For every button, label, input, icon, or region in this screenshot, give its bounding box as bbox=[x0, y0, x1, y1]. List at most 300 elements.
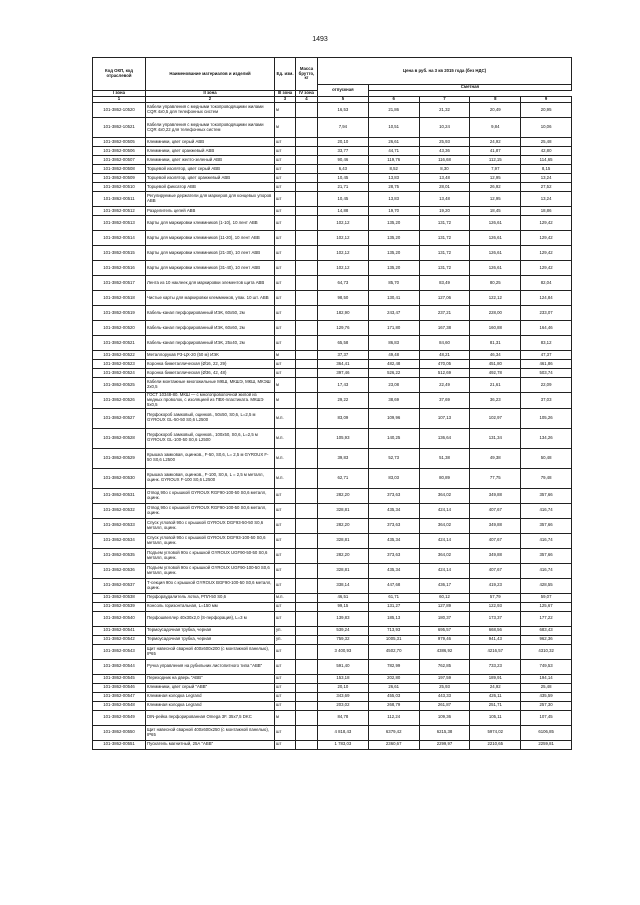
cell-mass bbox=[296, 306, 318, 321]
table-row bbox=[93, 644, 572, 659]
table-row bbox=[93, 378, 572, 393]
table-row bbox=[93, 448, 572, 468]
cell-zone-3-price: 12,95 bbox=[470, 192, 521, 207]
table-row bbox=[93, 103, 572, 118]
cell-zone-3-price: 24,92 bbox=[470, 683, 521, 692]
cell-unit: м bbox=[275, 351, 296, 360]
cell-release-price: 759,32 bbox=[318, 635, 369, 644]
cell-code: 101-3862-00516 bbox=[93, 261, 146, 276]
table-row bbox=[93, 533, 572, 548]
cell-name: Подъем угловой 90о с крышкой GYROUX UGF90-100-50 S0,6 металл, оцинк. bbox=[146, 563, 275, 578]
table-row bbox=[93, 165, 572, 174]
table-row bbox=[93, 701, 572, 710]
cell-zone-1-price: 526,22 bbox=[368, 369, 419, 378]
table-row bbox=[93, 207, 572, 216]
cell-release-price: 21,71 bbox=[318, 183, 369, 192]
cell-release-price: 1 783,03 bbox=[318, 740, 369, 749]
cell-code: 101-3862-00533 bbox=[93, 518, 146, 533]
cell-code: 101-3862-00519 bbox=[93, 306, 146, 321]
cell-zone-2-price: 116,68 bbox=[419, 156, 470, 165]
header-code: Код ОКП, код отраслевой bbox=[93, 58, 146, 91]
cell-zone-3-price: 18,45 bbox=[470, 207, 521, 216]
cell-zone-3-price: 251,71 bbox=[470, 701, 521, 710]
cell-code: 101-3862-00547 bbox=[93, 692, 146, 701]
price-table bbox=[92, 57, 572, 750]
cell-code: 101-3862-00517 bbox=[93, 276, 146, 291]
cell-unit: шт bbox=[275, 165, 296, 174]
cell-zone-2-price: 109,36 bbox=[419, 710, 470, 725]
cell-release-price: 153,18 bbox=[318, 674, 369, 683]
table-row bbox=[93, 336, 572, 351]
cell-zone-1-price: 49,48 bbox=[368, 351, 419, 360]
cell-mass bbox=[296, 378, 318, 393]
cell-zone-3-price: 173,37 bbox=[470, 611, 521, 626]
cell-zone-1-price: 61,71 bbox=[368, 593, 419, 602]
cell-zone-1-price: 447,68 bbox=[368, 578, 419, 593]
cell-zone-2-price: 37,69 bbox=[419, 393, 470, 409]
cell-code: 101-3862-00507 bbox=[93, 156, 146, 165]
cell-zone-3-price: 407,67 bbox=[470, 563, 521, 578]
cell-zone-4-price: 79,48 bbox=[521, 468, 572, 488]
cell-zone-3-price: 122,12 bbox=[470, 291, 521, 306]
cell-code: 101-3862-00546 bbox=[93, 683, 146, 692]
cell-code: 101-3862-00550 bbox=[93, 725, 146, 740]
cell-mass bbox=[296, 593, 318, 602]
cell-zone-2-price: 2299,97 bbox=[419, 740, 470, 749]
cell-unit: шт bbox=[275, 644, 296, 659]
cell-unit: шт bbox=[275, 231, 296, 246]
cell-code: 101-3862-00510 bbox=[93, 183, 146, 192]
cell-code: 101-3862-10521 bbox=[93, 118, 146, 138]
table-row bbox=[93, 156, 572, 165]
cell-code: 101-3862-00531 bbox=[93, 488, 146, 503]
header-zone-2: II зона bbox=[146, 91, 275, 97]
cell-release-price: 99,15 bbox=[318, 602, 369, 611]
table-row bbox=[93, 118, 572, 138]
cell-zone-4-price: 50,48 bbox=[521, 448, 572, 468]
cell-code: 101-3862-10520 bbox=[93, 103, 146, 118]
cell-release-price: 64,73 bbox=[318, 276, 369, 291]
header-zone-1: I зона bbox=[93, 91, 146, 97]
cell-name: Ручка управления на рубильник листопитного типа "АВВ" bbox=[146, 659, 275, 674]
cell-unit: м.п. bbox=[275, 448, 296, 468]
cell-name: Карты для маркировки клеммников (1-10), 10 лент АВВ bbox=[146, 216, 275, 231]
cell-name: Переходник на дверь "АВВ" bbox=[146, 674, 275, 683]
table-row bbox=[93, 408, 572, 428]
cell-zone-4-price: 461,86 bbox=[521, 360, 572, 369]
cell-name: Отвод 90о с крышкой GYROUX RGF90-100-50 S0,6 металл, оцинк. bbox=[146, 503, 275, 518]
cell-zone-4-price: 10,06 bbox=[521, 118, 572, 138]
cell-mass bbox=[296, 635, 318, 644]
cell-mass bbox=[296, 147, 318, 156]
cell-zone-3-price: 105,11 bbox=[470, 710, 521, 725]
cell-unit: м.п. bbox=[275, 593, 296, 602]
cell-zone-1-price: 135,20 bbox=[368, 261, 419, 276]
cell-unit: шт bbox=[275, 147, 296, 156]
cell-unit: шт bbox=[275, 174, 296, 183]
cell-zone-4-price: 125,67 bbox=[521, 602, 572, 611]
cell-name: Подъем угловой 90о с крышкой GYROUX UGF90-50-50 S0,6 металл, оцинк. bbox=[146, 548, 275, 563]
table-row bbox=[93, 518, 572, 533]
cell-unit: шт bbox=[275, 216, 296, 231]
cell-mass bbox=[296, 351, 318, 360]
cell-code: 101-3862-00509 bbox=[93, 174, 146, 183]
cell-zone-2-price: 107,13 bbox=[419, 408, 470, 428]
cell-zone-4-price: 83,12 bbox=[521, 336, 572, 351]
cell-name: Клеммная колодка Legrand bbox=[146, 692, 275, 701]
cell-zone-4-price: 25,48 bbox=[521, 683, 572, 692]
cell-unit: шт bbox=[275, 683, 296, 692]
cell-zone-2-price: 131,72 bbox=[419, 231, 470, 246]
cell-zone-3-price: 102,97 bbox=[470, 408, 521, 428]
column-number: 1 bbox=[93, 97, 146, 103]
cell-zone-4-price: 8,15 bbox=[521, 165, 572, 174]
cell-mass bbox=[296, 118, 318, 138]
cell-zone-2-price: 364,02 bbox=[419, 548, 470, 563]
cell-zone-3-price: 20,49 bbox=[470, 103, 521, 118]
cell-zone-2-price: 424,14 bbox=[419, 533, 470, 548]
cell-code: 101-3862-00505 bbox=[93, 138, 146, 147]
cell-release-price: 591,40 bbox=[318, 659, 369, 674]
table-row bbox=[93, 593, 572, 602]
cell-name: Термоусадочная трубка, черная bbox=[146, 635, 275, 644]
cell-zone-4-price: 233,07 bbox=[521, 306, 572, 321]
cell-name: Пускатель магнитный, 25А "АВВ" bbox=[146, 740, 275, 749]
cell-zone-4-price: 42,80 bbox=[521, 147, 572, 156]
cell-zone-4-price: 124,84 bbox=[521, 291, 572, 306]
cell-mass bbox=[296, 626, 318, 635]
cell-zone-4-price: 428,55 bbox=[521, 578, 572, 593]
cell-mass bbox=[296, 207, 318, 216]
cell-mass bbox=[296, 408, 318, 428]
cell-name: Перфокороб замковый, оцинков., 100х50, S0,6, L=2,5 м GYROUX GL-100-50 S0,6 L2500 bbox=[146, 428, 275, 448]
cell-unit: м.п. bbox=[275, 428, 296, 448]
cell-name: Термоусадочная трубка, черная bbox=[146, 626, 275, 635]
cell-unit: шт bbox=[275, 533, 296, 548]
cell-zone-1-price: 135,20 bbox=[368, 246, 419, 261]
cell-zone-2-price: 13,48 bbox=[419, 174, 470, 183]
cell-code: 101-3862-00511 bbox=[93, 192, 146, 207]
cell-release-price: 20,10 bbox=[318, 138, 369, 147]
cell-mass bbox=[296, 468, 318, 488]
cell-mass bbox=[296, 602, 318, 611]
table-row bbox=[93, 548, 572, 563]
cell-unit: шт bbox=[275, 138, 296, 147]
cell-release-price: 105,93 bbox=[318, 428, 369, 448]
cell-release-price: 65,58 bbox=[318, 336, 369, 351]
cell-code: 101-3862-00543 bbox=[93, 644, 146, 659]
cell-zone-3-price: 941,43 bbox=[470, 635, 521, 644]
cell-name: Лента из 10 наклеек для маркировки элементов щита АВВ bbox=[146, 276, 275, 291]
cell-mass bbox=[296, 231, 318, 246]
cell-zone-3-price: 228,00 bbox=[470, 306, 521, 321]
cell-mass bbox=[296, 578, 318, 593]
cell-unit: шт bbox=[275, 563, 296, 578]
cell-release-price: 102,12 bbox=[318, 231, 369, 246]
cell-mass bbox=[296, 548, 318, 563]
cell-mass bbox=[296, 246, 318, 261]
cell-unit: шт bbox=[275, 276, 296, 291]
cell-zone-1-price: 2360,67 bbox=[368, 740, 419, 749]
table-row bbox=[93, 291, 572, 306]
cell-name: Отвод 90о с крышкой GYROUX RGF90-100-50 S0,6 металл, оцинк. bbox=[146, 488, 275, 503]
cell-mass bbox=[296, 291, 318, 306]
cell-zone-3-price: 349,88 bbox=[470, 488, 521, 503]
cell-zone-2-price: 80,89 bbox=[419, 468, 470, 488]
column-number: 3 bbox=[275, 97, 296, 103]
cell-zone-2-price: 10,24 bbox=[419, 118, 470, 138]
cell-name: Разделитель цепей АВВ bbox=[146, 207, 275, 216]
cell-unit: м.п. bbox=[275, 468, 296, 488]
cell-zone-2-price: 443,33 bbox=[419, 692, 470, 701]
table-row bbox=[93, 740, 572, 749]
cell-zone-2-price: 424,14 bbox=[419, 563, 470, 578]
cell-code: 101-3862-00521 bbox=[93, 336, 146, 351]
cell-unit: шт bbox=[275, 261, 296, 276]
cell-name: Консоль горизонтальная, L=150 мм bbox=[146, 602, 275, 611]
cell-name: Коронка биметаллическая (Ø36, 42, 48) bbox=[146, 369, 275, 378]
cell-name: Карты для маркировки клеммников (11-20), 10 лент АВВ bbox=[146, 231, 275, 246]
cell-zone-1-price: 8,52 bbox=[368, 165, 419, 174]
cell-zone-3-price: 7,97 bbox=[470, 165, 521, 174]
cell-name: Клеммники, цвет серый "АВВ" bbox=[146, 683, 275, 692]
cell-zone-3-price: 126,61 bbox=[470, 231, 521, 246]
cell-code: 101-3862-00542 bbox=[93, 635, 146, 644]
cell-zone-3-price: 21,61 bbox=[470, 378, 521, 393]
cell-release-price: 539,24 bbox=[318, 626, 369, 635]
cell-code: 101-3862-00530 bbox=[93, 468, 146, 488]
cell-zone-4-price: 105,26 bbox=[521, 408, 572, 428]
cell-release-price: 46,51 bbox=[318, 593, 369, 602]
cell-code: 101-3862-00522 bbox=[93, 351, 146, 360]
cell-name: Кабель-канал перфорированный ИЭК, 60х60, 2м bbox=[146, 321, 275, 336]
cell-zone-2-price: 6215,38 bbox=[419, 725, 470, 740]
cell-zone-1-price: 482,48 bbox=[368, 360, 419, 369]
cell-zone-3-price: 57,79 bbox=[470, 593, 521, 602]
header-zone-3: III зона bbox=[275, 91, 296, 97]
cell-zone-1-price: 26,61 bbox=[368, 683, 419, 692]
cell-zone-2-price: 197,59 bbox=[419, 674, 470, 683]
cell-zone-2-price: 167,38 bbox=[419, 321, 470, 336]
cell-code: 101-3862-00535 bbox=[93, 548, 146, 563]
cell-zone-1-price: 6379,42 bbox=[368, 725, 419, 740]
cell-zone-3-price: 131,34 bbox=[470, 428, 521, 448]
cell-zone-2-price: 180,37 bbox=[419, 611, 470, 626]
cell-mass bbox=[296, 674, 318, 683]
cell-zone-4-price: 683,43 bbox=[521, 626, 572, 635]
cell-zone-4-price: 357,66 bbox=[521, 488, 572, 503]
cell-zone-1-price: 44,71 bbox=[368, 147, 419, 156]
cell-code: 101-3862-00515 bbox=[93, 246, 146, 261]
cell-zone-4-price: 107,45 bbox=[521, 710, 572, 725]
column-number: 9 bbox=[521, 97, 572, 103]
cell-unit: м bbox=[275, 103, 296, 118]
cell-zone-1-price: 38,69 bbox=[368, 393, 419, 409]
cell-name: Регулируемые держатели для маркеров для концевых упоров АВВ bbox=[146, 192, 275, 207]
cell-name: Торцевой фиксатор АВВ bbox=[146, 183, 275, 192]
cell-zone-4-price: 194,14 bbox=[521, 674, 572, 683]
cell-zone-3-price: 12,95 bbox=[470, 174, 521, 183]
cell-unit: шт bbox=[275, 725, 296, 740]
cell-zone-4-price: 129,42 bbox=[521, 246, 572, 261]
cell-zone-3-price: 81,31 bbox=[470, 336, 521, 351]
cell-mass bbox=[296, 369, 318, 378]
cell-zone-4-price: 59,07 bbox=[521, 593, 572, 602]
cell-zone-1-price: 112,24 bbox=[368, 710, 419, 725]
cell-release-price: 328,81 bbox=[318, 563, 369, 578]
cell-zone-3-price: 407,67 bbox=[470, 503, 521, 518]
cell-mass bbox=[296, 710, 318, 725]
cell-mass bbox=[296, 276, 318, 291]
cell-zone-1-price: 135,20 bbox=[368, 216, 419, 231]
cell-zone-1-price: 109,96 bbox=[368, 408, 419, 428]
cell-zone-3-price: 126,61 bbox=[470, 216, 521, 231]
table-row bbox=[93, 725, 572, 740]
cell-zone-3-price: 77,75 bbox=[470, 468, 521, 488]
cell-mass bbox=[296, 165, 318, 174]
cell-zone-2-price: 19,20 bbox=[419, 207, 470, 216]
cell-zone-1-price: 13,83 bbox=[368, 174, 419, 183]
cell-zone-1-price: 268,79 bbox=[368, 701, 419, 710]
cell-release-price: 10,45 bbox=[318, 192, 369, 207]
cell-mass bbox=[296, 360, 318, 369]
cell-zone-2-price: 43,36 bbox=[419, 147, 470, 156]
table-row bbox=[93, 611, 572, 626]
cell-zone-4-price: 416,74 bbox=[521, 563, 572, 578]
cell-code: 101-3862-00532 bbox=[93, 503, 146, 518]
table-row bbox=[93, 602, 572, 611]
cell-unit: шт bbox=[275, 740, 296, 749]
cell-release-price: 14,88 bbox=[318, 207, 369, 216]
cell-name: Кабели монтажные многожильные МКШ, МКШЭ, МКШ, МКЭШ 2х0,5 bbox=[146, 378, 275, 393]
cell-code: 101-3862-00525 bbox=[93, 378, 146, 393]
table-row bbox=[93, 174, 572, 183]
cell-release-price: 364,41 bbox=[318, 360, 369, 369]
page-number: 1493 bbox=[312, 36, 328, 43]
cell-unit: шт bbox=[275, 246, 296, 261]
cell-code: 101-3862-00551 bbox=[93, 740, 146, 749]
cell-zone-3-price: 122,93 bbox=[470, 602, 521, 611]
cell-zone-4-price: 416,74 bbox=[521, 533, 572, 548]
cell-zone-4-price: 435,59 bbox=[521, 692, 572, 701]
cell-release-price: 16,53 bbox=[318, 103, 369, 118]
cell-mass bbox=[296, 503, 318, 518]
cell-unit: шт bbox=[275, 602, 296, 611]
cell-name: Крышка замковая, оцинков., F-50, S0,6, L= 2,5 м GYROUX F-50 S0,6 L2500 bbox=[146, 448, 275, 468]
cell-zone-2-price: 25,93 bbox=[419, 138, 470, 147]
table-row bbox=[93, 276, 572, 291]
cell-release-price: 29,22 bbox=[318, 393, 369, 409]
cell-zone-2-price: 25,93 bbox=[419, 683, 470, 692]
cell-zone-3-price: 733,23 bbox=[470, 659, 521, 674]
cell-name: ГОСТ 10348-80. МКШ — с многопроволочной жилой из медных проволок, с изоляцией из ПВХ-пластиката. МКШЭ 5х0,5 bbox=[146, 393, 275, 409]
cell-zone-1-price: 26,61 bbox=[368, 138, 419, 147]
cell-name: Карты для маркировки клеммников (21-30), 10 лент АВВ bbox=[146, 246, 275, 261]
cell-zone-3-price: 426,11 bbox=[470, 692, 521, 701]
cell-mass bbox=[296, 683, 318, 692]
cell-zone-3-price: 80,25 bbox=[470, 276, 521, 291]
cell-mass bbox=[296, 644, 318, 659]
cell-release-price: 37,37 bbox=[318, 351, 369, 360]
cell-zone-1-price: 713,93 bbox=[368, 626, 419, 635]
cell-zone-4-price: 25,48 bbox=[521, 138, 572, 147]
cell-code: 101-3862-00545 bbox=[93, 674, 146, 683]
cell-code: 101-3862-00539 bbox=[93, 602, 146, 611]
cell-unit: шт bbox=[275, 207, 296, 216]
cell-zone-4-price: 749,53 bbox=[521, 659, 572, 674]
cell-mass bbox=[296, 336, 318, 351]
cell-zone-3-price: 46,34 bbox=[470, 351, 521, 360]
cell-zone-1-price: 435,34 bbox=[368, 563, 419, 578]
cell-zone-1-price: 131,27 bbox=[368, 602, 419, 611]
cell-zone-1-price: 4502,70 bbox=[368, 644, 419, 659]
cell-mass bbox=[296, 261, 318, 276]
cell-unit: шт bbox=[275, 306, 296, 321]
cell-name: Перфошвеллер 40х30х2,0 (S-перфорация), L=3 м bbox=[146, 611, 275, 626]
cell-release-price: 328,81 bbox=[318, 503, 369, 518]
cell-release-price: 7,94 bbox=[318, 118, 369, 138]
cell-code: 101-3862-00506 bbox=[93, 147, 146, 156]
table-row bbox=[93, 393, 572, 409]
cell-zone-2-price: 131,72 bbox=[419, 261, 470, 276]
cell-mass bbox=[296, 533, 318, 548]
cell-unit: шт bbox=[275, 156, 296, 165]
cell-name: Т-секция 90о с крышкой GYROUX BGF90-100-50 S0,6 металл, оцинк. bbox=[146, 578, 275, 593]
cell-zone-3-price: 419,23 bbox=[470, 578, 521, 593]
table-row bbox=[93, 626, 572, 635]
cell-zone-4-price: 129,42 bbox=[521, 216, 572, 231]
cell-mass bbox=[296, 692, 318, 701]
cell-zone-4-price: 13,24 bbox=[521, 174, 572, 183]
cell-zone-1-price: 86,83 bbox=[368, 336, 419, 351]
cell-mass bbox=[296, 103, 318, 118]
cell-name: Торцевой изолятор, цвет оранжевый АВВ bbox=[146, 174, 275, 183]
cell-zone-2-price: 695,57 bbox=[419, 626, 470, 635]
cell-zone-3-price: 36,23 bbox=[470, 393, 521, 409]
cell-zone-2-price: 13,48 bbox=[419, 192, 470, 207]
cell-zone-4-price: 503,74 bbox=[521, 369, 572, 378]
cell-unit: шт bbox=[275, 611, 296, 626]
cell-zone-1-price: 130,41 bbox=[368, 291, 419, 306]
cell-zone-1-price: 373,63 bbox=[368, 518, 419, 533]
cell-unit: м.п. bbox=[275, 408, 296, 428]
cell-unit: м bbox=[275, 393, 296, 409]
cell-name: Клеммная колодка Legrand bbox=[146, 701, 275, 710]
table-row bbox=[93, 503, 572, 518]
cell-zone-1-price: 435,34 bbox=[368, 503, 419, 518]
cell-zone-3-price: 668,56 bbox=[470, 626, 521, 635]
cell-zone-2-price: 261,87 bbox=[419, 701, 470, 710]
table-row bbox=[93, 183, 572, 192]
cell-zone-1-price: 10,51 bbox=[368, 118, 419, 138]
cell-name: Кабели управления с медными токопроводящими жилами CQR 4х0,5 для телефонных систем bbox=[146, 103, 275, 118]
header-estimate-price: Сметная bbox=[368, 85, 571, 91]
cell-release-price: 10,45 bbox=[318, 174, 369, 183]
cell-code: 101-3862-00529 bbox=[93, 448, 146, 468]
cell-unit: шт bbox=[275, 291, 296, 306]
cell-release-price: 139,83 bbox=[318, 611, 369, 626]
cell-zone-4-price: 164,46 bbox=[521, 321, 572, 336]
cell-name: Кабели управления с медными токопроводящими жилами CQR 4х0,22 для телефонных систем bbox=[146, 118, 275, 138]
cell-name: Кабель-канал перфорированный ИЭК, 25х40, 2м bbox=[146, 336, 275, 351]
cell-mass bbox=[296, 216, 318, 231]
cell-release-price: 102,12 bbox=[318, 261, 369, 276]
cell-code: 101-3862-00541 bbox=[93, 626, 146, 635]
cell-zone-4-price: 114,65 bbox=[521, 156, 572, 165]
cell-zone-2-price: 4386,92 bbox=[419, 644, 470, 659]
cell-code: 101-3862-00524 bbox=[93, 369, 146, 378]
table-row bbox=[93, 246, 572, 261]
